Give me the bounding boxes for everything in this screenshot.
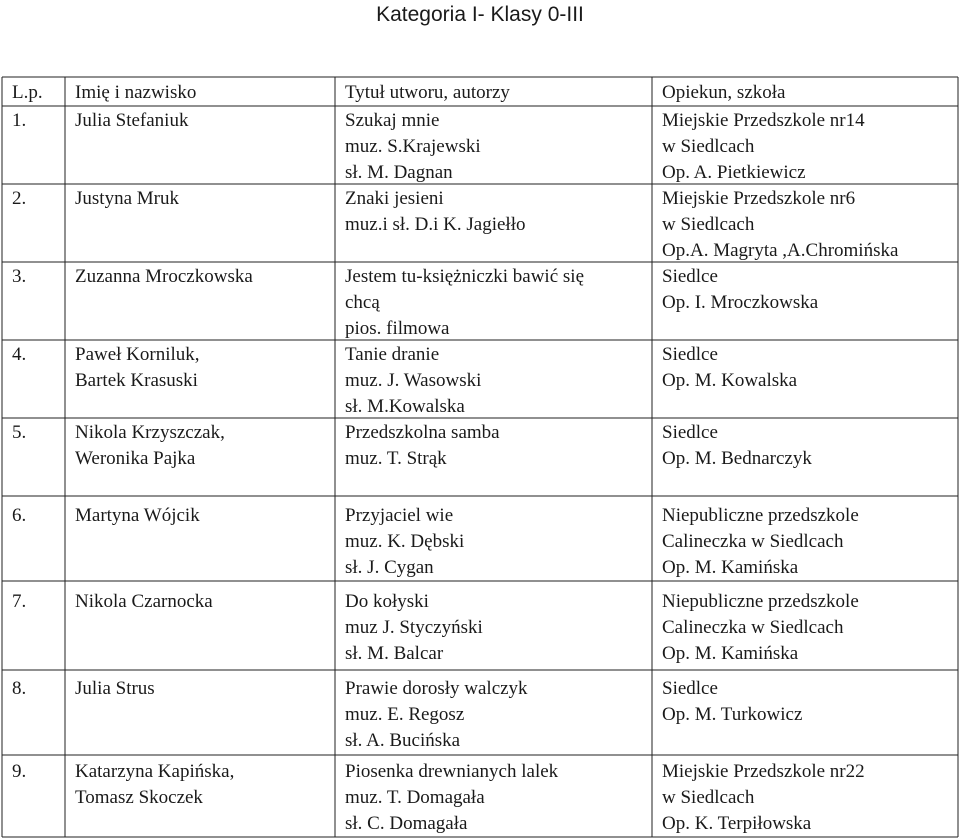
- row-name: [75, 420, 225, 472]
- school-line: Calineczka w Siedlcach: [662, 617, 844, 638]
- school-line: Siedlce: [662, 266, 718, 287]
- row-name: [75, 676, 155, 702]
- school-line: Op. A. Pietkiewicz: [662, 162, 806, 183]
- row-name: [75, 503, 200, 529]
- school-line: Niepubliczne przedszkole: [662, 591, 859, 612]
- row-number: 9.: [12, 761, 27, 782]
- school-line: Calineczka w Siedlcach: [662, 531, 844, 552]
- school-line: Miejskie Przedszkole nr22: [662, 761, 865, 782]
- row-number: 5.: [12, 422, 27, 443]
- row-work: [345, 342, 481, 420]
- work-line: Do kołyski: [345, 591, 429, 612]
- work-line: Piosenka drewnianych lalek: [345, 761, 559, 782]
- work-line: chcą: [345, 292, 380, 313]
- row-school: [662, 503, 859, 581]
- row-work: [345, 186, 525, 238]
- work-line: Szukaj mnie: [345, 110, 440, 131]
- row-school: [662, 108, 865, 186]
- work-line: Znaki jesieni: [345, 188, 444, 209]
- row-number: 2.: [12, 188, 27, 209]
- name-line: Bartek Krasuski: [75, 370, 198, 391]
- name-line: Zuzanna Mroczkowska: [75, 266, 253, 287]
- header-school: Opiekun, szkoła: [662, 82, 786, 103]
- school-line: Op. M. Bednarczyk: [662, 448, 812, 469]
- row-number: 3.: [12, 266, 27, 287]
- name-line: Weronika Pajka: [75, 448, 196, 469]
- school-line: Miejskie Przedszkole nr6: [662, 188, 856, 209]
- row-school: [662, 676, 802, 728]
- row-number: 1.: [12, 110, 27, 131]
- work-line: muz. E. Regosz: [345, 704, 465, 725]
- row-name: [75, 589, 213, 615]
- school-line: w Siedlcach: [662, 214, 755, 235]
- work-line: muz. J. Wasowski: [345, 370, 482, 391]
- name-line: Julia Strus: [75, 678, 155, 699]
- name-line: Martyna Wójcik: [75, 505, 200, 526]
- row-school: [662, 342, 797, 394]
- row-school: [662, 264, 818, 316]
- work-line: pios. filmowa: [345, 318, 450, 339]
- row-number: 4.: [12, 344, 27, 365]
- school-line: Op. I. Mroczkowska: [662, 292, 819, 313]
- school-line: Op. M. Kamińska: [662, 643, 799, 664]
- row-work: [345, 108, 481, 186]
- work-line: sł. M. Dagnan: [345, 162, 453, 183]
- row-work: [345, 676, 528, 754]
- name-line: Julia Stefaniuk: [75, 110, 189, 131]
- work-line: muz.i sł. D.i K. Jagiełło: [345, 214, 526, 235]
- work-line: sł. C. Domagała: [345, 813, 468, 834]
- work-line: sł. M. Balcar: [345, 643, 444, 664]
- row-name: [75, 759, 234, 811]
- name-line: Katarzyna Kapińska,: [75, 761, 235, 782]
- row-school: [662, 186, 898, 264]
- name-line: Nikola Czarnocka: [75, 591, 213, 612]
- work-line: Prawie dorosły walczyk: [345, 678, 528, 699]
- header-lp: L.p.: [12, 82, 43, 103]
- work-line: muz. S.Krajewski: [345, 136, 481, 157]
- school-line: w Siedlcach: [662, 787, 755, 808]
- row-number: 7.: [12, 591, 27, 612]
- row-work: [345, 759, 558, 837]
- work-line: muz. T. Strąk: [345, 448, 447, 469]
- row-school: [662, 420, 812, 472]
- name-line: Nikola Krzyszczak,: [75, 422, 225, 443]
- school-line: Siedlce: [662, 422, 718, 443]
- school-line: w Siedlcach: [662, 136, 755, 157]
- work-line: muz. K. Dębski: [345, 531, 465, 552]
- work-line: Jestem tu-księżniczki bawić się: [345, 266, 585, 287]
- work-line: muz. T. Domagała: [345, 787, 485, 808]
- work-line: Przyjaciel wie: [345, 505, 454, 526]
- name-line: Paweł Korniluk,: [75, 344, 200, 365]
- name-line: Tomasz Skoczek: [75, 787, 203, 808]
- row-work: [345, 503, 464, 581]
- work-line: Tanie dranie: [345, 344, 440, 365]
- row-number: 8.: [12, 678, 27, 699]
- row-number: 6.: [12, 505, 27, 526]
- row-work: [345, 589, 483, 667]
- name-line: Justyna Mruk: [75, 188, 179, 209]
- row-name: [75, 108, 188, 134]
- row-work: [345, 264, 584, 342]
- school-line: Op. M. Kowalska: [662, 370, 798, 391]
- row-work: [345, 420, 500, 472]
- row-school: [662, 589, 859, 667]
- work-line: sł. J. Cygan: [345, 557, 434, 578]
- header-name: Imię i nazwisko: [75, 82, 197, 103]
- school-line: Op.A. Magryta ,A.Chromińska: [662, 240, 899, 261]
- row-name: [75, 342, 200, 394]
- work-line: sł. A. Bucińska: [345, 730, 461, 751]
- work-line: Przedszkolna samba: [345, 422, 500, 443]
- row-name: [75, 264, 253, 290]
- header-work: Tytuł utworu, autorzy: [345, 82, 510, 103]
- school-line: Op. M. Turkowicz: [662, 704, 803, 725]
- school-line: Siedlce: [662, 678, 718, 699]
- work-line: muz J. Styczyński: [345, 617, 483, 638]
- row-name: [75, 186, 179, 212]
- page-title: Kategoria I- Klasy 0-III: [376, 3, 584, 26]
- school-line: Siedlce: [662, 344, 718, 365]
- school-line: Op. K. Terpiłowska: [662, 813, 812, 834]
- row-school: [662, 759, 865, 837]
- school-line: Niepubliczne przedszkole: [662, 505, 859, 526]
- work-line: sł. M.Kowalska: [345, 396, 465, 417]
- school-line: Miejskie Przedszkole nr14: [662, 110, 865, 131]
- school-line: Op. M. Kamińska: [662, 557, 799, 578]
